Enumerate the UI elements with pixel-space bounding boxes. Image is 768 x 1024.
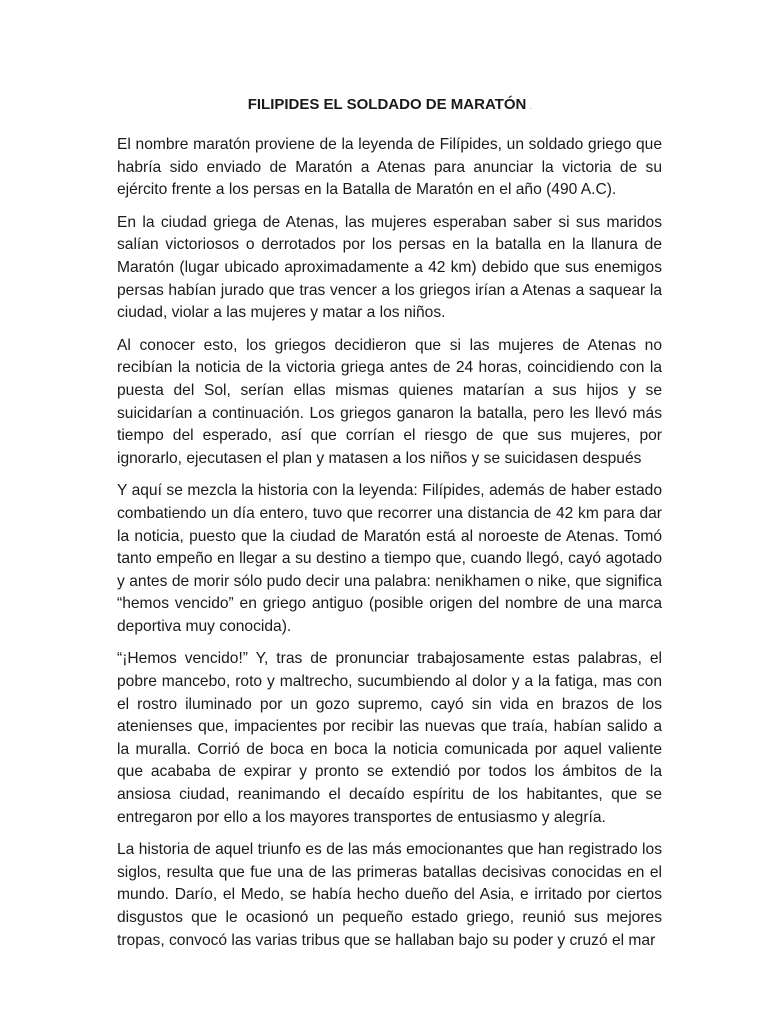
paragraph-1: El nombre maratón proviene de la leyenda de Filípides, un soldado griego que habría sido enviado de Maratón a Atenas para anunciar la victoria de su ejército frente a los persas en la Batalla de Maratón en el año (490 A.C). bbox=[117, 136, 662, 199]
document-title bbox=[117, 94, 662, 119]
title-text: FILIPIDES EL SOLDADO DE MARATÓN bbox=[247, 96, 527, 113]
paragraph-4: Y aquí se mezcla la historia con la leyenda: Filípides, además de haber estado combatiendo un día entero, tuvo que recorrer una distancia de 42 km para dar la noticia, puesto que la ciudad de Maratón está al noroeste de Atenas. Tomó tanto empeño en llegar a su destino a tiempo que, cuando llegó, cayó agotado y antes de morir sólo pudo decir una palabra: nenikhamen o nike, que significa “hemos vencido” en griego antiguo (posible origen del nombre de una marca deportiva muy conocida). bbox=[117, 482, 662, 635]
title-trailing-mark: . bbox=[529, 104, 532, 111]
paragraph-6: La historia de aquel triunfo es de las más emocionantes que han registrado los siglos, resulta que fue una de las primeras batallas decisivas conocidas en el mundo. Darío, el Medo, se había hecho dueño del Asia, e irritado por ciertos disgustos que le ocasionó un pequeño estado griego, reunió sus mejores tropas, convocó las varias tribus que se hallaban bajo su poder y cruzó el mar bbox=[117, 841, 662, 949]
paragraph-5: “¡Hemos vencido!” Y, tras de pronunciar trabajosamente estas palabras, el pobre mancebo, roto y maltrecho, sucumbiendo al dolor y a la fatiga, mas con el rostro iluminado por un gozo supremo, cayó sin vida en brazos de los atenienses que, impacientes por recibir las nuevas que traía, habían salido a la muralla. Corrió de boca en boca la noticia comunicada por aquel valiente que acababa de expirar y pronto se extendió por todos los ámbitos de la ansiosa ciudad, reanimando el decaído espíritu de los habitantes, que se entregaron por ello a los mayores transportes de entusiasmo y alegría. bbox=[117, 650, 662, 826]
paragraph-3: Al conocer esto, los griegos decidieron que si las mujeres de Atenas no recibían la noticia de la victoria griega antes de 24 horas, coincidiendo con la puesta del Sol, serían ellas mismas quienes matarían a sus hijos y se suicidarían a continuación. Los griegos ganaron la batalla, pero les llevó más tiempo del esperado, así que corrían el riesgo de que sus mujeres, por ignorarlo, ejecutasen el plan y matasen a los niños y se suicidasen después bbox=[117, 336, 662, 467]
paragraph-2: En la ciudad griega de Atenas, las mujeres esperaban saber si sus maridos salían victoriosos o derrotados por los persas en la batalla en la llanura de Maratón (lugar ubicado aproximadamente a 42 km) debido que sus enemigos persas habían jurado que tras vencer a los griegos irían a Atenas a saquear la ciudad, violar a las mujeres y matar a los niños. bbox=[117, 213, 662, 322]
